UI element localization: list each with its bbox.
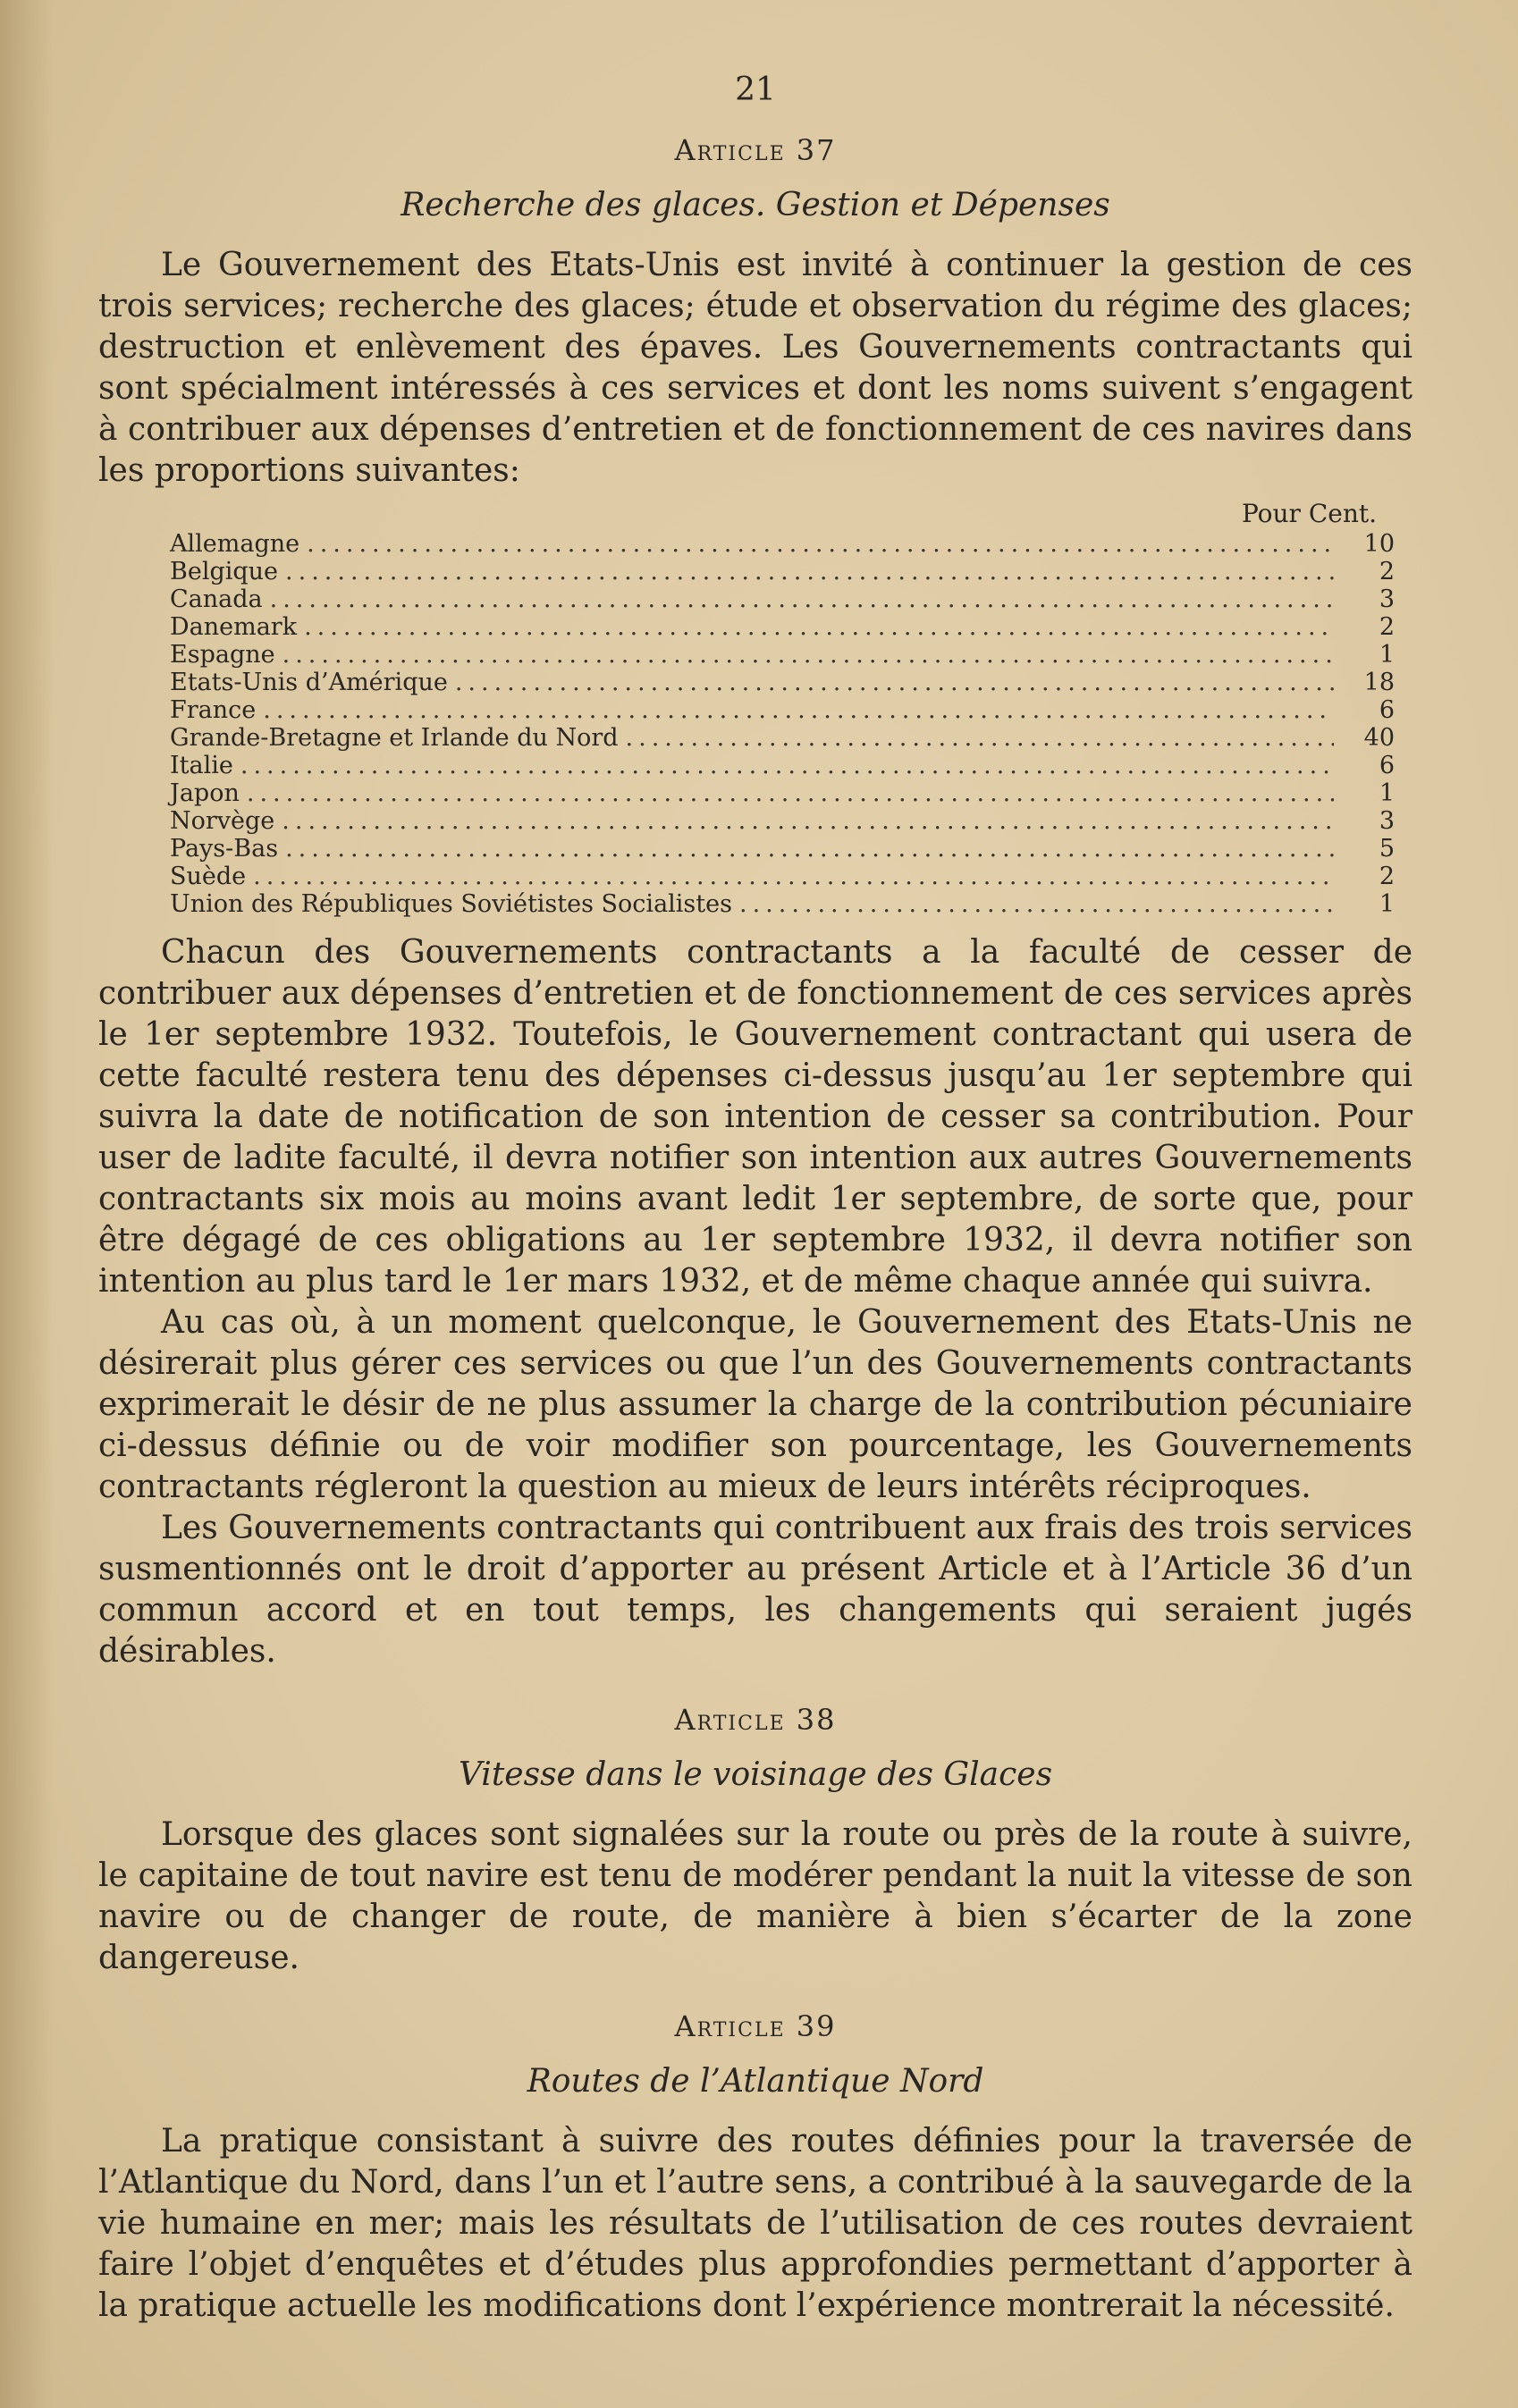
country-name: Union des Républiques Soviétistes Socialistes	[170, 890, 732, 918]
country-name: Belgique	[170, 558, 279, 585]
page-number: 21	[735, 72, 776, 108]
table-row	[170, 863, 1395, 890]
percent-value: 2	[1379, 863, 1395, 890]
table-row	[170, 530, 1395, 558]
percent-value: 6	[1379, 696, 1395, 724]
contribution-table	[170, 530, 1395, 918]
country-name: Allemagne	[170, 530, 300, 558]
article-37-paragraph-2: Chacun des Gouvernements contractants a la faculté de cesser de contribuer aux dépenses d’entretien et de fonctionnement de ces services après le 1er septembre 1932. Toutefois, le Gouvernement contractant qui usera de cette faculté restera tenu des dépenses ci-dessus jusqu’au 1er septembre qui suivra la date de notification de son intention de cesser sa contribution. Pour user de ladite faculté, il devra notifier son intention aux autres Gouvernements contractants six mois au moins avant ledit 1er septembre, de sorte que, pour être dégagé de ces obligations au 1er septembre 1932, il devra notifier son intention au plus tard le 1er mars 1932, et de même chaque année qui suivra.	[98, 934, 1413, 1300]
pour-cent-header: Pour Cent.	[1241, 499, 1377, 528]
country-name: Danemark	[170, 613, 298, 641]
table-row	[170, 752, 1395, 779]
leader-dots	[282, 807, 1334, 835]
leader-dots	[626, 724, 1334, 752]
percent-value: 2	[1379, 558, 1395, 585]
percent-value: 2	[1379, 613, 1395, 641]
country-name: Grande-Bretagne et Irlande du Nord	[170, 724, 619, 752]
table-row	[170, 890, 1395, 918]
leader-dots	[285, 558, 1334, 585]
country-name: France	[170, 696, 257, 724]
percent-value: 18	[1363, 669, 1395, 696]
article-38-heading: Article 38	[674, 1703, 837, 1737]
percent-value: 3	[1379, 807, 1395, 835]
article-39-heading: Article 39	[674, 2009, 837, 2043]
leader-dots	[283, 641, 1334, 669]
country-name: Pays-Bas	[170, 835, 279, 863]
leader-dots	[304, 613, 1334, 641]
table-row	[170, 558, 1395, 585]
country-name: Canada	[170, 585, 263, 613]
leader-dots	[455, 669, 1334, 696]
percent-value: 3	[1379, 585, 1395, 613]
country-name: Suède	[170, 863, 247, 890]
leader-dots	[307, 530, 1334, 558]
table-row	[170, 724, 1395, 752]
country-name: Etats-Unis d’Amérique	[170, 669, 448, 696]
country-name: Italie	[170, 752, 233, 779]
table-row	[170, 613, 1395, 641]
country-name: Espagne	[170, 641, 275, 669]
leader-dots	[285, 835, 1334, 863]
article-37-heading: Article 37	[674, 133, 837, 167]
table-row	[170, 585, 1395, 613]
table-row	[170, 807, 1395, 835]
leader-dots	[240, 752, 1334, 779]
table-row	[170, 835, 1395, 863]
page-content	[98, 72, 1413, 2327]
percent-value: 5	[1379, 835, 1395, 863]
table-row	[170, 641, 1395, 669]
table-row	[170, 779, 1395, 807]
article-37-title: Recherche des glaces. Gestion et Dépenses	[401, 187, 1110, 223]
percent-value: 1	[1379, 641, 1395, 669]
leader-dots	[739, 890, 1334, 918]
percent-value: 40	[1363, 724, 1395, 752]
article-38-title: Vitesse dans le voisinage des Glaces	[458, 1756, 1053, 1793]
article-37-intro: Le Gouvernement des Etats-Unis est invité à continuer la gestion de ces trois services; recherche des glaces; étude et observation du régime des glaces; destruction et enlèvement des épaves. Les Gouvernements contractants qui sont spécialment intéressés à ces services et dont les noms suivent s’engagent à contribuer aux dépenses d’entretien et de fonctionnement de ces navires dans les proportions suivantes:	[98, 247, 1413, 489]
leader-dots	[253, 863, 1334, 890]
article-37-paragraph-3: Au cas où, à un moment quelconque, le Gouvernement des Etats-Unis ne désirerait plus gérer ces services ou que l’un des Gouvernements contractants exprimerait le désir de ne plus assumer la charge de la contribution pécuniaire ci-dessus définie ou de voir modifier son pourcentage, les Gouvernements contractants régleront la question au mieux de leurs intérêts réciproques.	[98, 1304, 1413, 1505]
leader-dots	[247, 779, 1334, 807]
article-39-title: Routes de l’Atlantique Nord	[527, 2063, 984, 2100]
article-38-paragraph: Lorsque des glaces sont signalées sur la route ou près de la route à suivre, le capitaine de tout navire est tenu de modérer pendant la nuit la vitesse de son navire ou de changer de route, de manière à bien s’écarter de la zone dangereuse.	[98, 1816, 1413, 1976]
percent-value: 10	[1363, 530, 1395, 558]
leader-dots	[270, 585, 1334, 613]
table-row	[170, 669, 1395, 696]
percent-value: 6	[1379, 752, 1395, 779]
percent-value: 1	[1379, 890, 1395, 918]
article-39-paragraph: La pratique consistant à suivre des routes définies pour la traversée de l’Atlantique du Nord, dans l’un et l’autre sens, a contribué à la sauvegarde de la vie humaine en mer; mais les résultats de l’utilisation de ces routes devraient faire l’objet d’enquêtes et d’études plus approfondies permettant d’apporter à la pratique actuelle les modifications dont l’expérience montrerait la nécessité.	[98, 2123, 1413, 2324]
country-name: Norvège	[170, 807, 275, 835]
country-name: Japon	[170, 779, 240, 807]
percent-value: 1	[1379, 779, 1395, 807]
page-gutter-shadow	[0, 0, 54, 2408]
table-row	[170, 696, 1395, 724]
leader-dots	[263, 696, 1334, 724]
article-37-paragraph-4: Les Gouvernements contractants qui contribuent aux frais des trois services susmentionnés ont le droit d’apporter au présent Article et à l’Article 36 d’un commun accord et en tout temps, les changements qui seraient jugés désirables.	[98, 1510, 1413, 1670]
